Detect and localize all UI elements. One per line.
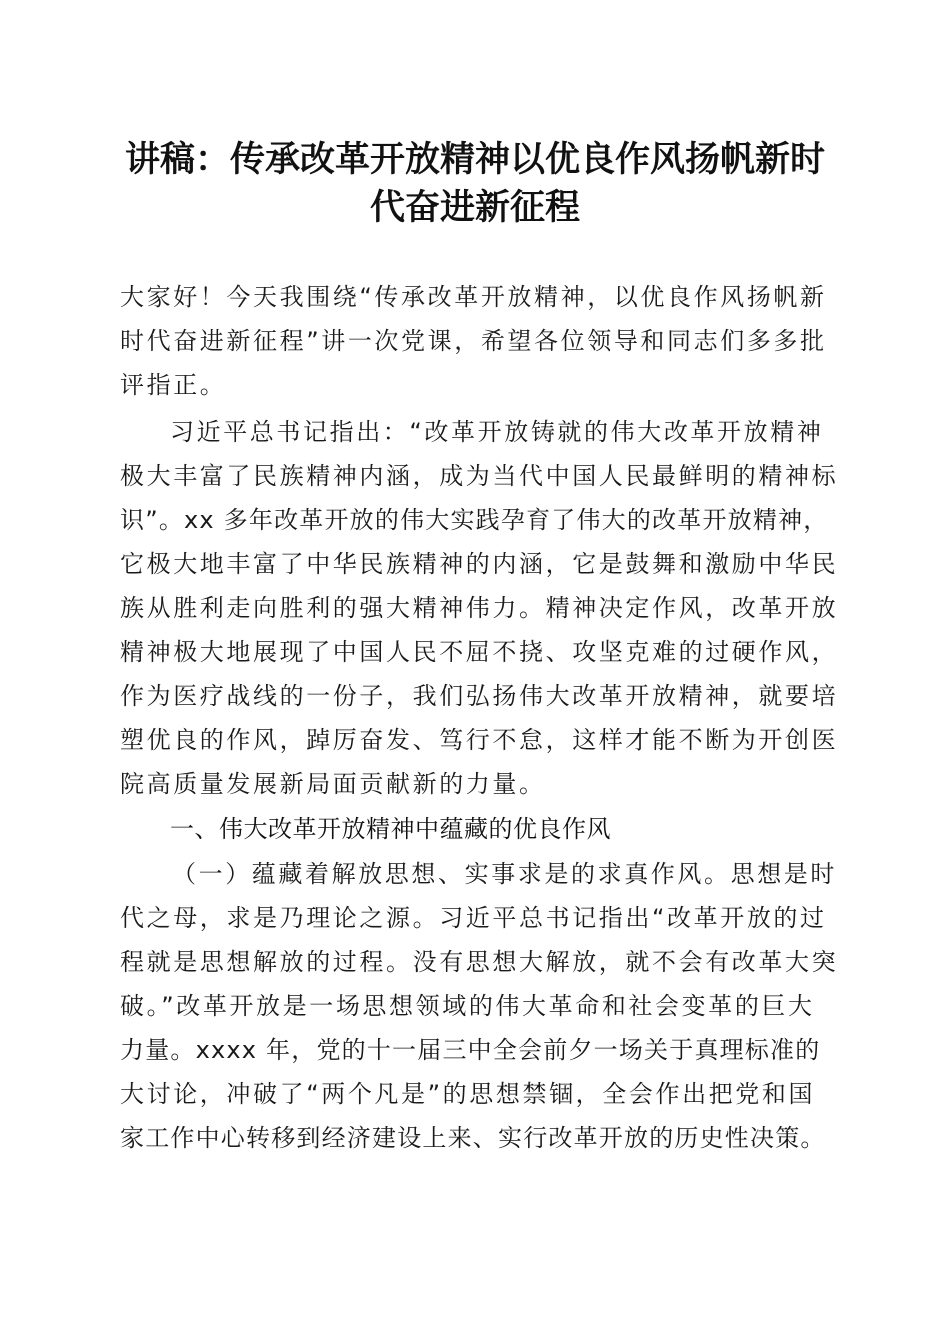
subsection-line-4: 破。”改革开放是一场思想领域的伟大革命和社会变革的巨大	[120, 992, 815, 1020]
paragraph-2-line-9: 院高质量发展新局面贡献新的力量。	[120, 770, 546, 798]
subsection-line-3: 程就是思想解放的过程。没有思想大解放，就不会有改革大突	[120, 948, 839, 976]
paragraph-2-line-5: 族从胜利走向胜利的强大精神伟力。精神决定作风，改革开放	[120, 594, 839, 622]
document-title-line-2: 代奋进新征程	[369, 187, 580, 228]
document-title-line-1: 讲稿：传承改革开放精神以优良作风扬帆新时	[124, 139, 825, 180]
paragraph-1-line-3: 评指正。	[120, 371, 227, 399]
paragraph-1-line-1: 大家好！今天我围绕“传承改革开放精神，以优良作风扬帆新	[120, 283, 827, 311]
paragraph-2-line-2: 极大丰富了民族精神内涵，成为当代中国人民最鲜明的精神标	[120, 462, 839, 490]
subsection-line-1: （一）蕴藏着解放思想、实事求是的求真作风。思想是时	[172, 860, 837, 888]
paragraph-1-line-2: 时代奋进新征程”讲一次党课，希望各位领导和同志们多多批	[120, 327, 827, 355]
subsection-line-7: 家工作中心转移到经济建设上来、实行改革开放的历史性决策。	[120, 1124, 826, 1152]
paragraph-2-line-6: 精神极大地展现了中国人民不屈不挠、攻坚克难的过硬作风，	[120, 638, 839, 666]
paragraph-2-line-4: 它极大地丰富了中华民族精神的内涵，它是鼓舞和激励中华民	[120, 550, 839, 578]
subsection-line-2: 代之母，求是乃理论之源。习近平总书记指出“改革开放的过	[120, 904, 827, 932]
paragraph-2-line-7: 作为医疗战线的一份子，我们弘扬伟大改革开放精神，就要培	[120, 682, 839, 710]
subsection-line-5: 力量。xxxx 年，党的十一届三中全会前夕一场关于真理标准的	[120, 1036, 821, 1064]
subsection-line-6: 大讨论，冲破了“两个凡是”的思想禁锢，全会作出把党和国	[120, 1080, 816, 1108]
paragraph-2-line-8: 塑优良的作风，踔厉奋发、笃行不怠，这样才能不断为开创医	[120, 726, 839, 754]
paragraph-2-line-1: 习近平总书记指出：“改革开放铸就的伟大改革开放精神	[170, 418, 824, 446]
section-heading: 一、伟大改革开放精神中蕴藏的优良作风	[170, 815, 611, 843]
paragraph-2-line-3: 识”。xx 多年改革开放的伟大实践孕育了伟大的改革开放精神，	[120, 506, 829, 534]
